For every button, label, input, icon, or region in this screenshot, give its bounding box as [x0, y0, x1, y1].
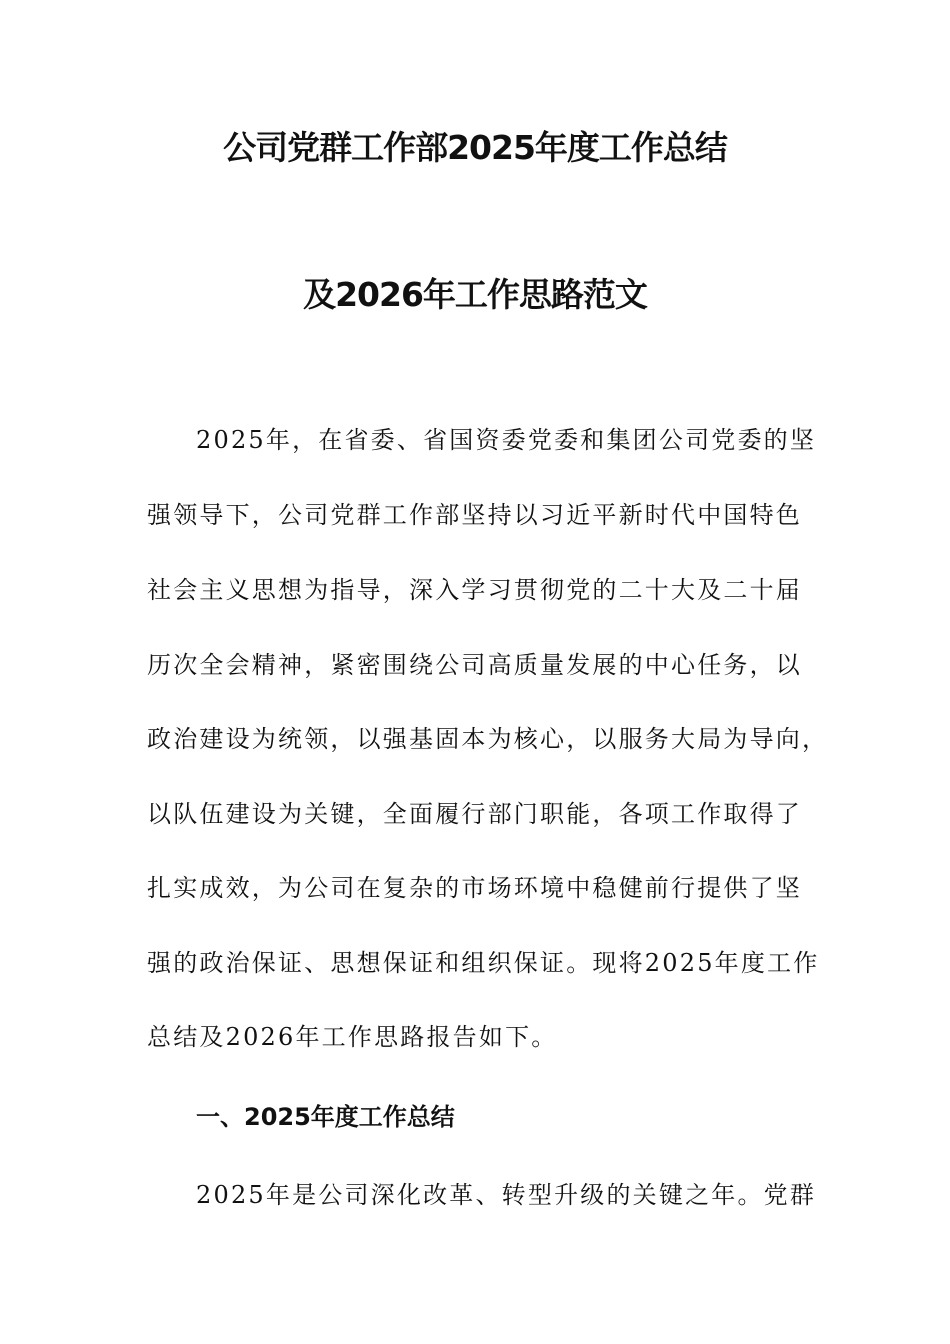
document-title-line-1: 公司党群工作部2025年度工作总结: [223, 128, 727, 167]
paragraph-line: 政治建设为统领，以强基固本为核心，以服务大局为导向，: [147, 725, 829, 753]
paragraph-line: 2025年是公司深化改革、转型升级的关键之年。党群: [196, 1181, 817, 1209]
section-heading: 一、2025年度工作总结: [196, 1103, 455, 1131]
paragraph-line: 强领导下，公司党群工作部坚持以习近平新时代中国特色: [147, 501, 802, 529]
paragraph-line: 以队伍建设为关键，全面履行部门职能，各项工作取得了: [147, 800, 802, 828]
paragraph-line: 社会主义思想为指导，深入学习贯彻党的二十大及二十届: [147, 576, 802, 604]
paragraph-line: 历次全会精神，紧密围绕公司高质量发展的中心任务，以: [147, 651, 802, 679]
paragraph-line: 强的政治保证、思想保证和组织保证。现将2025年度工作: [147, 949, 820, 977]
paragraph-line: 2025年，在省委、省国资委党委和集团公司党委的坚: [196, 426, 817, 454]
document-title-line-2: 及2026年工作思路范文: [303, 275, 647, 314]
paragraph-line: 扎实成效，为公司在复杂的市场环境中稳健前行提供了坚: [147, 874, 802, 902]
paragraph-line: 总结及2026年工作思路报告如下。: [147, 1023, 558, 1051]
